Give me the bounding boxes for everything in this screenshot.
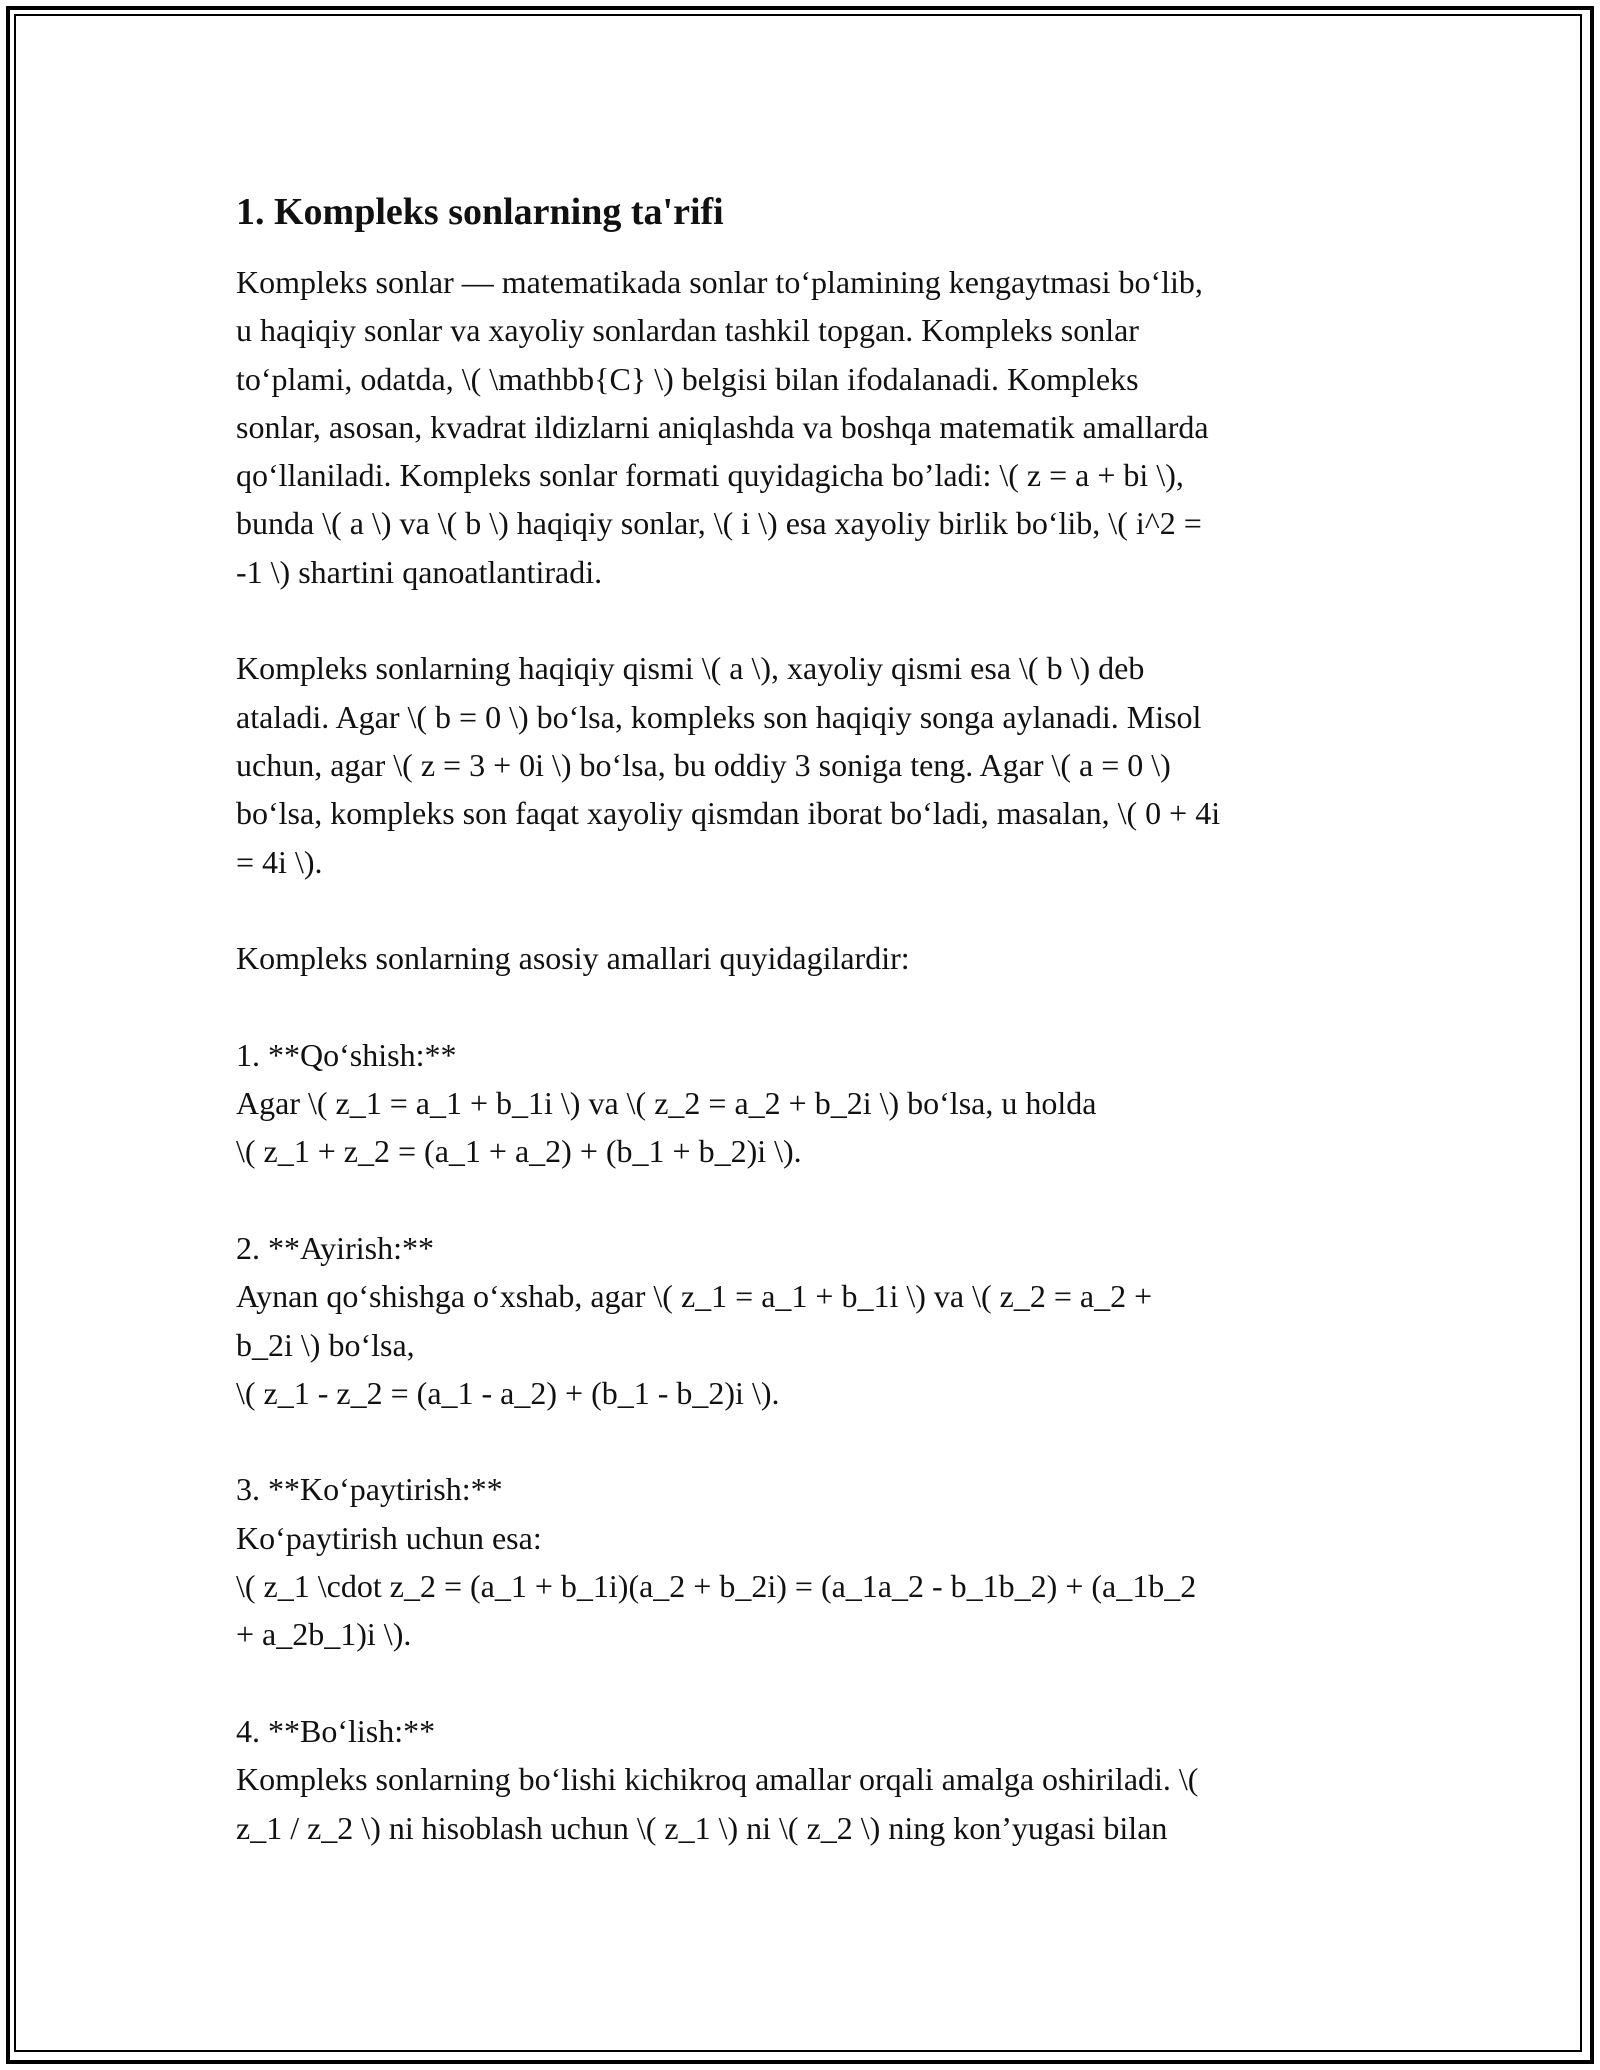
- paragraph-gap: [236, 596, 1368, 644]
- paragraph-gap: [236, 1176, 1368, 1224]
- document-body: [236, 188, 1368, 1852]
- paragraph-real-imaginary-parts: Kompleks sonlarning haqiqiy qismi \( a \), xayoliy qismi esa \( b \) deb ataladi. Agar \( b = 0 \) bo‘lsa, kompleks son haqiqiy songa aylanadi. Misol uchun, agar \( z = 3 + 0i \) bo‘lsa, bu oddiy 3 soniga teng. Agar \( a = 0 \) bo‘lsa, kompleks son faqat xayoliy qismdan iborat bo‘ladi, masalan, \( 0 + 4i = 4i \).: [236, 650, 1221, 880]
- paragraph-operations-intro: Kompleks sonlarning asosiy amallari quyidagilardir:: [236, 940, 910, 977]
- paragraph-gap: [236, 886, 1368, 934]
- paragraph-gap: [236, 1659, 1368, 1707]
- list-item-division: 4. **Bo‘lish:** Kompleks sonlarning bo‘lishi kichikroq amallar orqali amalga oshiriladi. \( z_1 / z_2 \) ni hisoblash uchun \( z_1 \) ni \( z_2 \) ning kon’yugasi bilan: [236, 1712, 1199, 1846]
- list-item-subtraction: 2. **Ayirish:** Aynan qo‘shishga o‘xshab, agar \( z_1 = a_1 + b_1i \) va \( z_2 = a_2 + b_2i \) bo‘lsa, \( z_1 - z_2 = (a_1 - a_2) + (b_1 - b_2)i \).: [236, 1229, 1153, 1411]
- paragraph-definition: Kompleks sonlar — matematikada sonlar to‘plamining kengaytmasi bo‘lib, u haqiqiy sonlar va xayoliy sonlardan tashkil topgan. Kompleks sonlar to‘plami, odatda, \( \mathbb{C} \) belgisi bilan ifodalanadi. Kompleks sonlar, asosan, kvadrat ildizlarni aniqlashda va boshqa matematik amallarda qo‘llaniladi. Kompleks sonlar formati quyidagicha bo’ladi: \( z = a + bi \), bunda \( a \) va \( b \) haqiqiy sonlar, \( i \) esa xayoliy birlik bo‘lib, \( i^2 = -1 \) shartini qanoatlantiradi.: [236, 264, 1209, 590]
- paragraph-gap: [236, 1417, 1368, 1465]
- section-heading: 1. Kompleks sonlarning ta'rifi: [236, 191, 724, 233]
- paragraph-gap: [236, 982, 1368, 1030]
- list-item-addition: 1. **Qo‘shish:** Agar \( z_1 = a_1 + b_1i \) va \( z_2 = a_2 + b_2i \) bo‘lsa, u holda \( z_1 + z_2 = (a_1 + a_2) + (b_1 + b_2)i \).: [236, 1036, 1097, 1170]
- list-item-multiplication: 3. **Ko‘paytirish:** Ko‘paytirish uchun esa: \( z_1 \cdot z_2 = (a_1 + b_1i)(a_2 + b_2i) = (a_1a_2 - b_1b_2) + (a_1b_2 + a_2b_1)i \).: [236, 1471, 1197, 1653]
